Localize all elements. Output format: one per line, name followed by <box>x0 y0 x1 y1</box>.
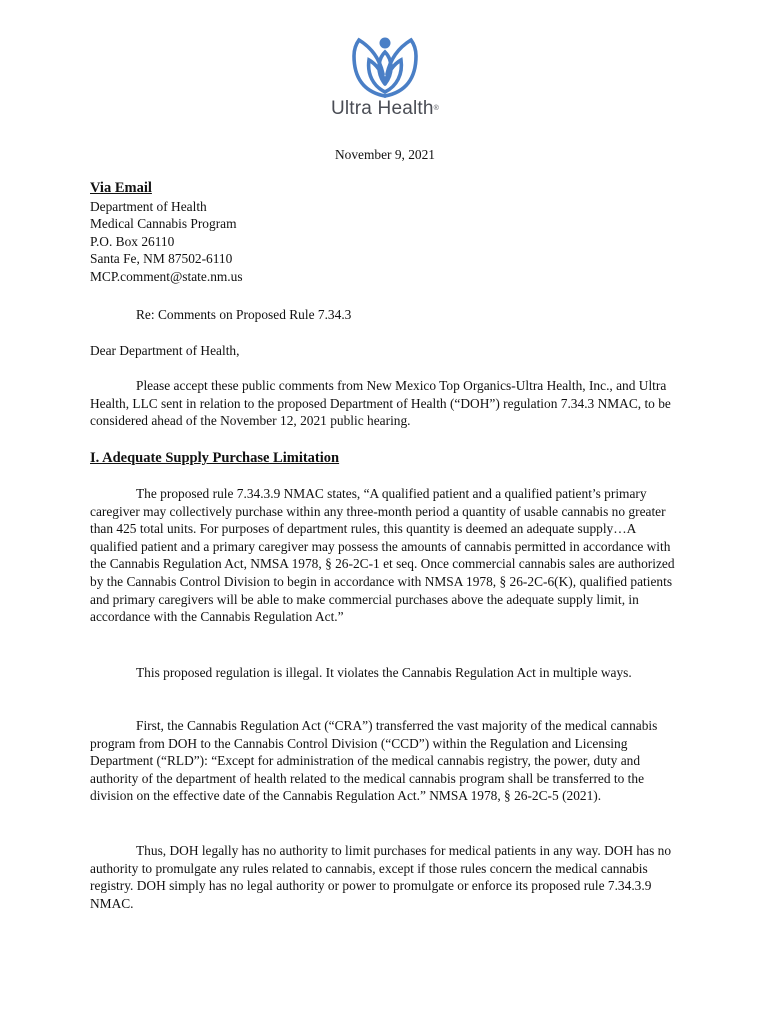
recipient-address <box>90 180 680 286</box>
address-line: Department of Health <box>90 198 207 214</box>
body-paragraph-illegal: This proposed regulation is illegal. It violates the Cannabis Regulation Act in multiple ways. <box>136 665 632 680</box>
body-paragraph-thus: Thus, DOH legally has no authority to limit purchases for medical patients in any way. DOH has no authority to promulgate any rules related to cannabis, except if those rules concern the medical cannabis registry. DOH simply has no legal authority or power to promulgate or enforce its proposed rule 7.34.3.9 NMAC. <box>90 843 672 911</box>
letterhead-logo <box>0 34 770 118</box>
section-heading: I. Adequate Supply Purchase Limitation <box>90 450 340 466</box>
body-paragraph-quote: The proposed rule 7.34.3.9 NMAC states, “A qualified patient and a qualified patient’s primary caregiver may collectively purchase within any three-month period a quantity of usable cannabis no greater than 425 total units. For purposes of department rules, this quantity is deemed an adequate supply…A qualified patient and a primary caregiver may possess the amounts of cannabis permitted in accordance with the Cannabis Regulation Act, NMSA 1978, § 26-2C-1 et seq. Once commercial cannabis sales are authorized by the Cannabis Control Division to begin in accordance with NMSA 1978, § 26-2C-6(K), qualified patients and primary caregivers will be able to make commercial purchases above the adequate supply limit, in accordance with the Cannabis Regulation Act.” <box>90 486 675 625</box>
email-address: MCP.comment@state.nm.us <box>90 268 243 284</box>
salutation: Dear Department of Health, <box>90 343 240 358</box>
re-line: Re: Comments on Proposed Rule 7.34.3 <box>136 307 352 322</box>
body-paragraph-first: First, the Cannabis Regulation Act (“CRA”) transferred the vast majority of the medical cannabis program from DOH to the Cannabis Control Division (“CCD”) within the Regulation and Licensing Department (“RLD”): “Except for administration of the medical cannabis registry, the power, duty and authority of the department of health related to the medical cannabis program shall be transferred to the division on the effective date of the Cannabis Regulation Act.” NMSA 1978, § 26-2C-5 (2021). <box>90 718 658 804</box>
intro-paragraph: Please accept these public comments from New Mexico Top Organics-Ultra Health, Inc., and Ultra Health, LLC sent in relation to the proposed Department of Health (“DOH”) regulation 7.34.3 NMAC, to be considered ahead of the November 12, 2021 public hearing. <box>90 378 671 429</box>
address-line: Medical Cannabis Program <box>90 216 237 232</box>
via-email-heading: Via Email <box>90 180 152 196</box>
address-line: P.O. Box 26110 <box>90 233 175 249</box>
letter-date: November 9, 2021 <box>334 147 436 162</box>
flower-leaf-logo-icon <box>350 34 420 98</box>
address-line: Santa Fe, NM 87502-6110 <box>90 251 233 267</box>
logo-wordmark: Ultra Health® <box>330 98 440 119</box>
